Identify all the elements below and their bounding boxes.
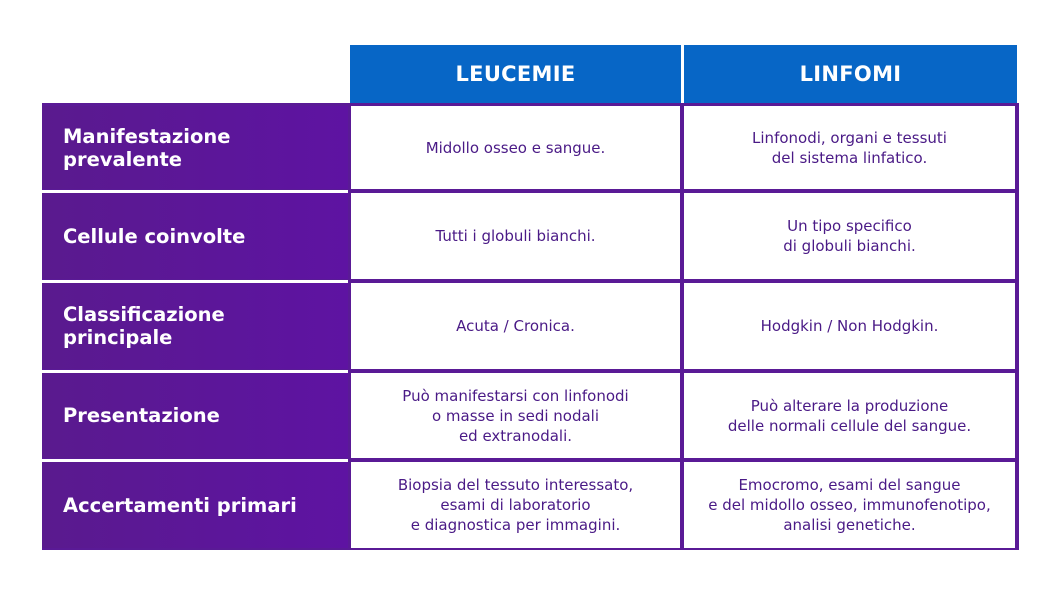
- cell-linfomi-presentazione: Può alterare la produzione delle normali cellule del sangue.: [684, 373, 1015, 458]
- cell-linfomi-cellule: Un tipo specifico di globuli bianchi.: [684, 193, 1015, 279]
- table-body: [42, 103, 1019, 550]
- cell-linfomi-classificazione: Hodgkin / Non Hodgkin.: [684, 283, 1015, 369]
- column-header-linfomi: LINFOMI: [684, 45, 1017, 103]
- row-label-presentazione: [42, 373, 348, 458]
- row-label-text: Cellule coinvolte: [63, 224, 246, 248]
- row-label-text: Classificazione principale: [63, 303, 225, 349]
- cell-leucemie-accertamenti: Biopsia del tessuto interessato, esami di laboratorio e diagnostica per immagini.: [351, 462, 680, 548]
- cell-linfomi-manifestazione: Linfonodi, organi e tessuti del sistema linfatico.: [684, 106, 1015, 189]
- row-label-manifestazione: [42, 106, 348, 189]
- row-label-text: Presentazione: [63, 404, 220, 427]
- row-label-accertamenti: [42, 462, 348, 548]
- row-label-classificazione: [42, 283, 348, 369]
- cell-leucemie-cellule: Tutti i globuli bianchi.: [351, 193, 680, 279]
- row-label-text: Manifestazione prevalente: [63, 124, 231, 171]
- cell-leucemie-classificazione: Acuta / Cronica.: [351, 283, 680, 369]
- comparison-table: [42, 45, 1019, 550]
- cell-leucemie-manifestazione: Midollo osseo e sangue.: [351, 106, 680, 189]
- column-header-leucemie: LEUCEMIE: [350, 45, 681, 103]
- row-label-text: Accertamenti primari: [63, 493, 297, 517]
- cell-linfomi-accertamenti: Emocromo, esami del sangue e del midollo osseo, immunofenotipo, analisi genetiche.: [684, 462, 1015, 548]
- row-label-cellule: [42, 193, 348, 279]
- cell-leucemie-presentazione: Può manifestarsi con linfonodi o masse in sedi nodali ed extranodali.: [351, 373, 680, 458]
